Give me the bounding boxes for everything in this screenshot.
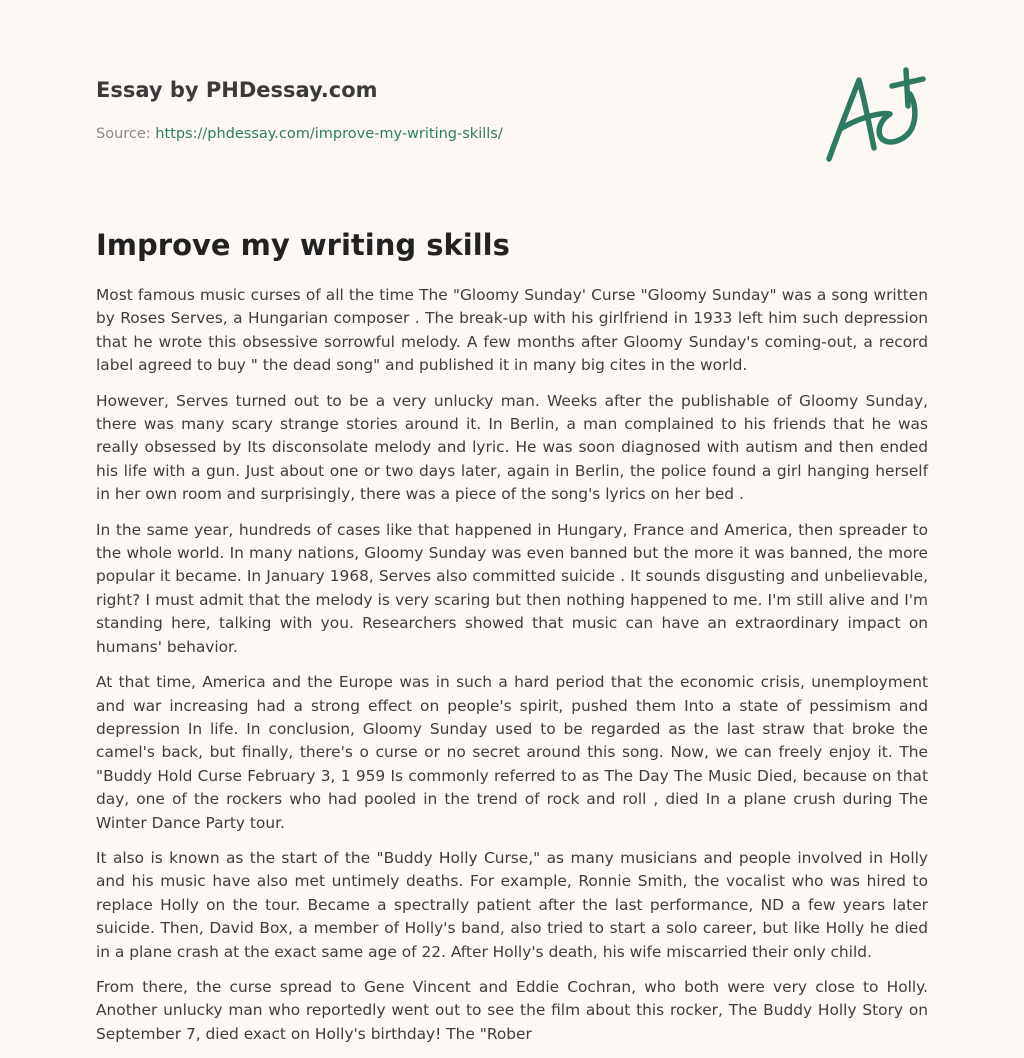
paragraph: Most famous music curses of all the time The "Gloomy Sunday' Curse "Gloomy Sunday" was a song written by Roses Serves, a Hungarian composer . The break-up with his girlfriend in 1933 left him such depression that he wrote this obsessive sorrowful melody. A few months after Gloomy Sunday's coming-out, a record label agreed to buy " the dead song" and published it in many big cites in the world. [96,286,928,375]
paragraph: At that time, America and the Europe was in such a hard period that the economic crisis, unemployment and war increasing had a strong effect on people's spirit, pushed them Into a state of pessimism and depression In life. In conclusion, Gloomy Sunday used to be regarded as the last straw that broke the camel's back, but finally, there's o curse or no secret around this song. Now, we can freely enjoy it. The "Buddy Hold Curse February 3, 1 959 Is commonly referred to as The Day The Music Died, because on that day, one of the rockers who had pooled in the trend of rock and roll , died In a plane crush during The Winter Dance Party tour. [96,673,928,832]
source-link[interactable]: https://phdessay.com/improve-my-writing-skills/ [155,126,503,142]
page-header [96,76,796,144]
source-label: Source: [96,126,151,142]
paragraph: From there, the curse spread to Gene Vincent and Eddie Cochran, who both were very close to Holly. Another unlucky man who reportedly went out to see the film about this rocker, The Buddy Holly Story on September 7, died exact on Holly's birthday! The "Rober [96,977,928,1043]
a-plus-logo-icon [822,66,928,166]
paragraph: It also is known as the start of the "Buddy Holly Curse," as many musicians and people involved in Holly and his music have also met untimely deaths. For example, Ronnie Smith, the vocalist who was hired to replace Holly on the tour. Became a spectrally patient after the last performance, ND a few years later suicide. Then, David Box, a member of Holly's band, also tried to start a solo career, but like Holly he died in a plane crash at the exact same age of 22. After Holly's death, his wife miscarried their only child. [96,848,928,961]
source-line [96,124,796,144]
paragraph: However, Serves turned out to be a very unlucky man. Weeks after the publishable of Gloomy Sunday, there was many scary strange stories around it. In Berlin, a man complained to his friends that he was really obsessed by Its disconsolate melody and lyric. He was soon diagnosed with autism and then ended his life with a gun. Just about one or two days later, again in Berlin, the police found a girl hanging herself in her own room and surprisingly, there was a piece of the song's lyrics on her bed . [96,391,928,504]
article-title: Improve my writing skills [96,228,510,262]
site-brand: Essay by PHDessay.com [96,78,378,102]
article-body [96,284,928,1058]
paragraph: In the same year, hundreds of cases like that happened in Hungary, France and America, then spreader to the whole world. In many nations, Gloomy Sunday was even banned but the more it was banned, the more popular it became. In January 1968, Serves also committed suicide . It sounds disgusting and unbelievable, right? I must admit that the melody is very scaring but then nothing happened to me. I'm still alive and I'm standing here, talking with you. Researchers showed that music can have an extraordinary impact on humans' behavior. [96,520,928,656]
